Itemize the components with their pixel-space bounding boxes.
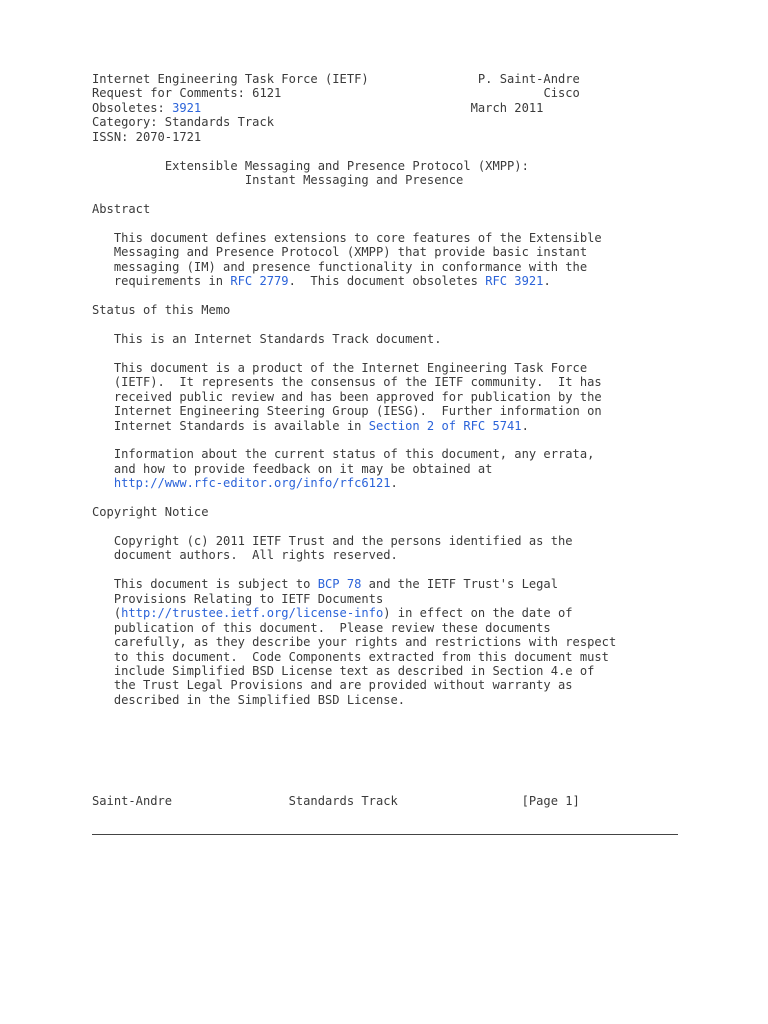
copyright-paragraph-line: described in the Simplified BSD License. — [113, 692, 406, 707]
footer-line — [92, 794, 616, 808]
rfc5741-section-link[interactable]: Section 2 of RFC 5741 — [368, 418, 522, 433]
copyright-paragraph-line: Provisions Relating to IETF Documents — [113, 591, 384, 606]
status-paragraph-line: This is an Internet Standards Track document. — [113, 331, 442, 346]
document-title: Extensible Messaging and Presence Protocol (XMPP): — [164, 158, 529, 173]
footer-category: Standards Track — [288, 793, 398, 808]
copyright-heading: Copyright Notice — [92, 505, 209, 520]
rfc2779-link[interactable]: RFC 2779 — [230, 274, 289, 289]
rfc-text — [92, 72, 616, 808]
obsoletes-link[interactable]: 3921 — [172, 100, 202, 115]
header-org: Internet Engineering Task Force (IETF) — [92, 72, 369, 86]
header-line-3 — [92, 101, 616, 115]
footer-page-number: [Page 1] — [521, 793, 580, 808]
header-date: March 2011 — [470, 100, 544, 115]
status-paragraph-line: and how to provide feedback on it may be obtained at — [113, 461, 493, 476]
footer-author: Saint-Andre — [92, 793, 173, 808]
header-line-4 — [92, 115, 616, 129]
header-author: P. Saint-Andre — [477, 72, 580, 86]
abstract-heading: Abstract — [92, 201, 151, 216]
status-paragraph-line: Internet Engineering Steering Group (IESG). Further information on — [113, 404, 602, 419]
status-paragraph-line: (IETF). It represents the consensus of the IETF community. It has — [113, 375, 602, 390]
abstract-line: requirements in RFC 2779. This document obsoletes RFC 3921. — [113, 274, 551, 289]
header-obsoletes-label: Obsoletes: — [92, 100, 173, 115]
abstract-line: This document defines extensions to core features of the Extensible — [113, 230, 602, 245]
copyright-paragraph-line: (http://trustee.ietf.org/license-info) in effect on the date of — [113, 606, 573, 621]
header-line-2 — [92, 86, 616, 100]
status-heading: Status of this Memo — [92, 303, 231, 317]
header-category: Category: Standards Track — [92, 115, 275, 130]
trustee-license-link[interactable]: http://trustee.ietf.org/license-info — [121, 606, 384, 621]
title-line-2 — [92, 173, 616, 187]
header-line-1 — [92, 72, 616, 86]
status-paragraph-line: http://www.rfc-editor.org/info/rfc6121. — [113, 476, 398, 491]
copyright-paragraph-line: the Trust Legal Provisions and are provided without warranty as — [113, 678, 573, 693]
status-paragraph-line: This document is a product of the Internet Engineering Task Force — [113, 360, 588, 375]
header-affiliation: Cisco — [543, 86, 580, 101]
abstract-line: Messaging and Presence Protocol (XMPP) that provide basic instant — [113, 245, 588, 260]
status-paragraph-line: Internet Standards is available in Section 2 of RFC 5741. — [113, 418, 529, 433]
header-rfc-number: Request for Comments: 6121 — [92, 86, 282, 101]
footer-rule — [92, 834, 678, 835]
header-issn: ISSN: 2070-1721 — [92, 129, 202, 144]
copyright-paragraph-line: Copyright (c) 2011 IETF Trust and the persons identified as the — [113, 534, 573, 548]
bcp78-link[interactable]: BCP 78 — [317, 577, 362, 592]
copyright-paragraph-line: document authors. All rights reserved. — [113, 548, 398, 563]
status-paragraph-line: Information about the current status of this document, any errata, — [113, 447, 595, 462]
abstract-line: messaging (IM) and presence functionality in conformance with the — [113, 259, 588, 274]
copyright-paragraph-line: publication of this document. Please review these documents — [113, 620, 551, 635]
header-line-5 — [92, 130, 616, 144]
document-subtitle: Instant Messaging and Presence — [244, 173, 464, 188]
copyright-paragraph-line: carefully, as they describe your rights and restrictions with respect — [113, 635, 617, 650]
rfc3921-link[interactable]: RFC 3921 — [485, 274, 544, 289]
rfc-editor-info-link[interactable]: http://www.rfc-editor.org/info/rfc6121 — [113, 476, 391, 491]
title-line-1 — [92, 159, 616, 173]
copyright-paragraph-line: to this document. Code Components extracted from this document must — [113, 649, 609, 664]
copyright-paragraph-line: This document is subject to BCP 78 and the IETF Trust's Legal — [113, 577, 558, 592]
status-paragraph-line: received public review and has been approved for publication by the — [113, 389, 602, 404]
copyright-paragraph-line: include Simplified BSD License text as described in Section 4.e of — [113, 663, 595, 678]
